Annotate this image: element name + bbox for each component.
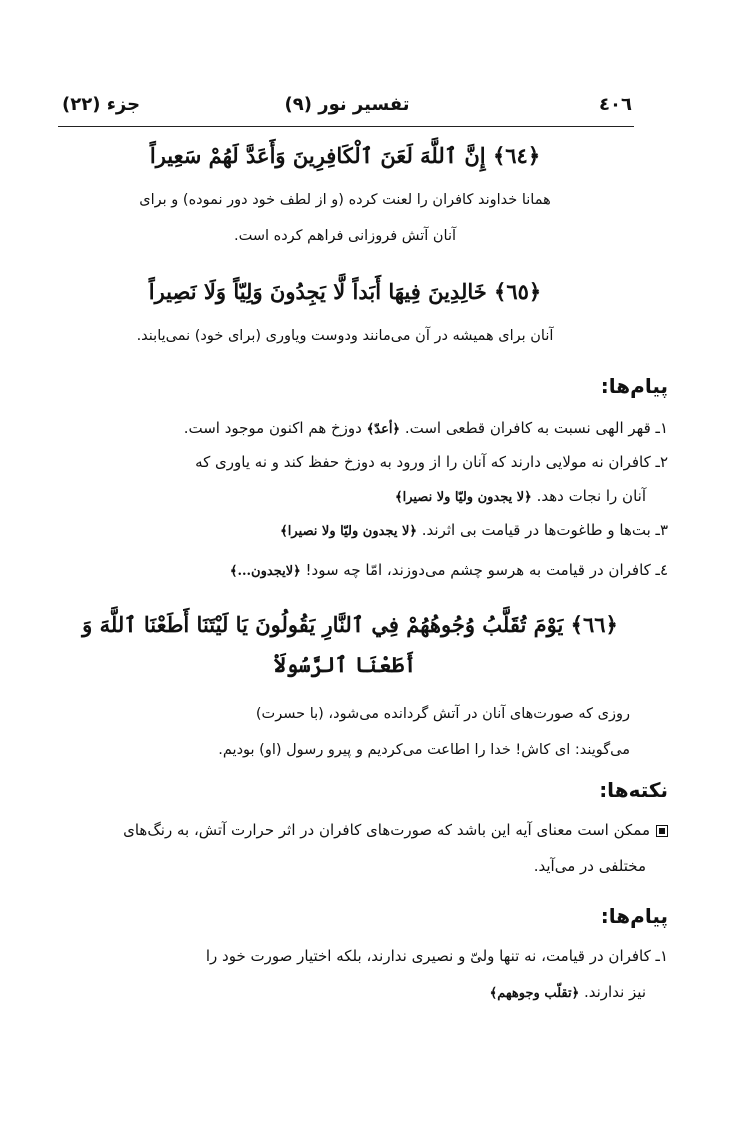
note-item-line1: [58, 814, 668, 846]
message-item-4-text: ٤ـ کافران در قیامت به هرسو چشم می‌دوزند، امّا چه سود!: [300, 561, 668, 579]
message2-item-1-quote: ﴿تقلّب وجوههم﴾: [489, 986, 580, 1001]
header-divider: [58, 126, 634, 127]
verse-64-translation-line2: آنان آتش فروزانی فراهم کرده است.: [233, 228, 457, 244]
message2-item-1-line1: ١ـ کافران در قیامت، نه تنها ولیّ و نصیری ندارند، بلکه اختیار صورت خود را: [205, 947, 668, 965]
message-item-2-text: آنان را نجات دهد.: [531, 487, 646, 505]
note-item-text: ممکن است معنای آیه این باشد که صورت‌های کافران در اثر حرارت آتش، به رنگ‌های: [123, 821, 650, 839]
message-item-1-tail: دوزخ هم اکنون موجود است.: [183, 419, 367, 437]
message-item-1: [58, 412, 668, 446]
message-item-4-quote: ﴿لایجدون...﴾: [229, 564, 301, 579]
verse-65-translation: آنان برای همیشه در آن می‌مانند ودوست ویاوری (برای خود) نمی‌یابند.: [136, 328, 554, 344]
message-item-2-line1: ٢ـ کافران نه مولایی دارند که آنان را از ورود به دوزخ حفظ کند و نه یاوری که: [195, 453, 668, 471]
book-title: تفسیر نور (٩): [284, 94, 410, 115]
section-heading-messages-2: پیام‌ها:: [600, 904, 668, 928]
verse-64: ﴿٦٤﴾ إِنَّ ٱللَّهَ لَعَنَ ٱلْكَافِرِينَ وَأَعَدَّ لَهُمْ سَعِيراً: [149, 143, 541, 168]
juz-label: جزء (٢٢): [62, 94, 141, 115]
section-heading-notes: نکته‌ها:: [599, 778, 668, 802]
verse-66-line1: ﴿٦٦﴾ يَوْمَ تُقَلَّبُ وُجُوهُهُمْ فِي ٱلنَّارِ يَقُولُونَ يَا لَيْتَنَا أَطَعْنَا ٱللَّهَ وَ: [82, 612, 618, 637]
message2-item-1-text: نیز ندارند.: [579, 983, 646, 1001]
verse-64-translation-line1: همانا خداوند کافران را لعنت کرده (و از لطف خود دور نموده) و برای: [139, 192, 551, 208]
message2-item-1-line2: [58, 976, 646, 1010]
message-item-2-quote: ﴿لا یجدون ولیّا ولا نصیرا﴾: [394, 490, 532, 505]
message-item-3-text: ٣ـ بت‌ها و طاغوت‌ها در قیامت بی اثرند.: [417, 521, 668, 539]
message-item-3-quote: ﴿لا یجدون ولیّا ولا نصیرا﴾: [280, 524, 417, 539]
message-item-4: [58, 554, 668, 588]
verse-66-translation-line2: می‌گویند: ای کاش! خدا را اطاعت می‌کردیم و پیرو رسول (او) بودیم.: [218, 742, 630, 758]
page-number: ٤٠٦: [599, 94, 632, 115]
message-item-2-line2: [58, 480, 646, 514]
message-item-1-text: ١ـ قهر الهی نسبت به کافران قطعی است.: [400, 419, 668, 437]
page-header: [62, 94, 632, 124]
message-item-3: [58, 514, 668, 548]
verse-66-line2: أَطَعْنَا ٱلرَّسُولَاْ: [273, 652, 417, 677]
section-heading-messages-1: پیام‌ها:: [600, 374, 668, 398]
verse-65: ﴿٦٥﴾ خَالِدِينَ فِيهَا أَبَداً لَّا يَجِدُونَ وَلِيّاً وَلَا نَصِيراً: [148, 279, 542, 304]
square-bullet-icon: [656, 825, 668, 837]
verse-66-translation-line1: روزی که صورت‌های آنان در آتش گردانده می‌شود، (با حسرت): [255, 706, 630, 722]
note-item-line2: مختلفی در می‌آید.: [533, 857, 646, 875]
message-item-1-quote: ﴿أعدّ﴾: [366, 422, 401, 437]
